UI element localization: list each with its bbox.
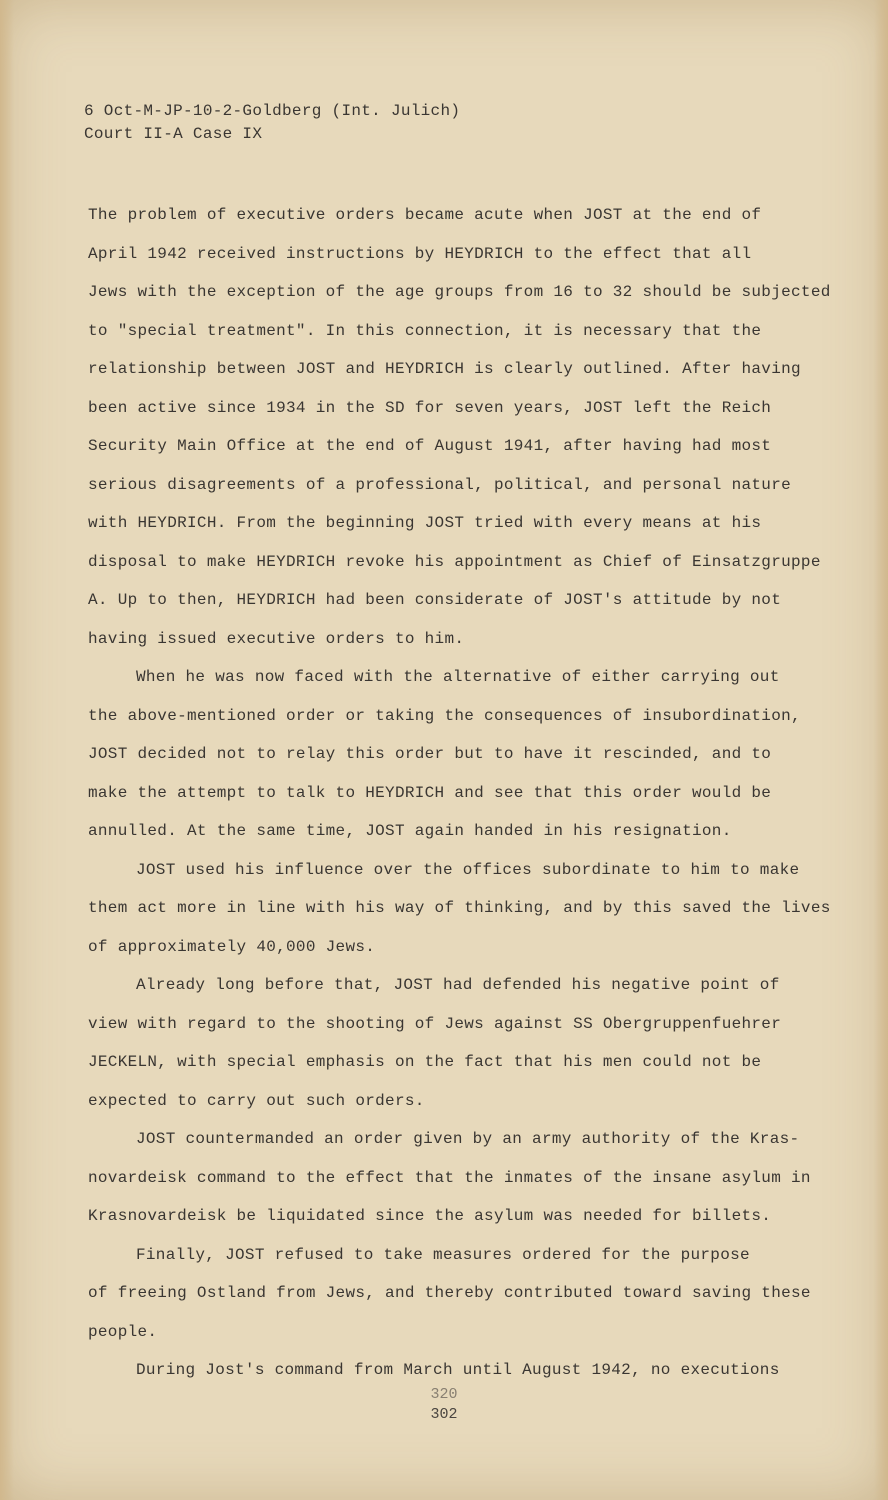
body-line: of freeing Ostland from Jews, and thereby contributed toward saving these [88,1284,811,1302]
body-line: them act more in line with his way of thinking, and by this saved the lives [88,899,831,917]
header-line-2: Court II-A Case IX [84,125,263,143]
body-line: During Jost's command from March until August 1942, no executions [136,1361,780,1379]
body-line: people. [88,1322,158,1341]
paper-edge-right [874,0,888,1500]
body-line: Already long before that, JOST had defended his negative point of [136,976,780,994]
body-line: April 1942 received instructions by HEYDRICH to the effect that all [88,244,752,263]
body-line: JOST decided not to relay this order but to have it rescinded, and to [88,745,772,763]
body-line: Krasnovardeisk be liquidated since the asylum was needed for billets. [88,1207,772,1225]
body-line: view with regard to the shooting of Jews against SS Obergruppenfuehrer [88,1014,782,1033]
body-line: Jews with the exception of the age groups from 16 to 32 should be subjected [88,283,831,301]
body-line: A. Up to then, HEYDRICH had been considerate of JOST's attitude by not [88,591,782,609]
document-body [88,196,831,1390]
body-line: JOST countermanded an order given by an army authority of the Kras- [136,1130,800,1148]
page-number-faint: 320 [430,1386,458,1403]
body-line: serious disagreements of a professional, political, and personal nature [88,475,792,494]
body-line: been active since 1934 in the SD for seven years, JOST left the Reich [88,398,772,417]
body-line: The problem of executive orders became acute when JOST at the end of [88,206,762,224]
body-line: of approximately 40,000 Jews. [88,937,376,956]
body-line: When he was now faced with the alternative of either carrying out [136,668,780,686]
page-number: 302 [430,1406,458,1423]
body-line: to "special treatment". In this connection, it is necessary that the [88,321,762,340]
body-line: expected to carry out such orders. [88,1091,425,1110]
document-header [84,100,460,146]
body-line: Security Main Office at the end of August 1941, after having had most [88,437,772,455]
body-line: relationship between JOST and HEYDRICH is clearly outlined. After having [88,360,801,378]
body-line: novardeisk command to the effect that the inmates of the insane asylum in [88,1168,811,1187]
body-line: Finally, JOST refused to take measures ordered for the purpose [136,1245,750,1264]
body-line: JECKELN, with special emphasis on the fact that his men could not be [88,1053,762,1071]
body-line: the above-mentioned order or taking the consequences of insubordination, [88,706,801,725]
body-line: disposal to make HEYDRICH revoke his appointment as Chief of Einsatzgruppe [88,552,821,571]
body-line: JOST used his influence over the offices subordinate to him to make [136,860,800,879]
header-line-1: 6 Oct-M-JP-10-2-Goldberg (Int. Julich) [84,102,461,120]
paper-edge-left [0,0,14,1500]
body-line: with HEYDRICH. From the beginning JOST tried with every means at his [88,514,762,532]
body-line: having issued executive orders to him. [88,629,465,648]
body-line: make the attempt to talk to HEYDRICH and see that this order would be [88,783,772,802]
body-line: annulled. At the same time, JOST again handed in his resignation. [88,822,732,840]
